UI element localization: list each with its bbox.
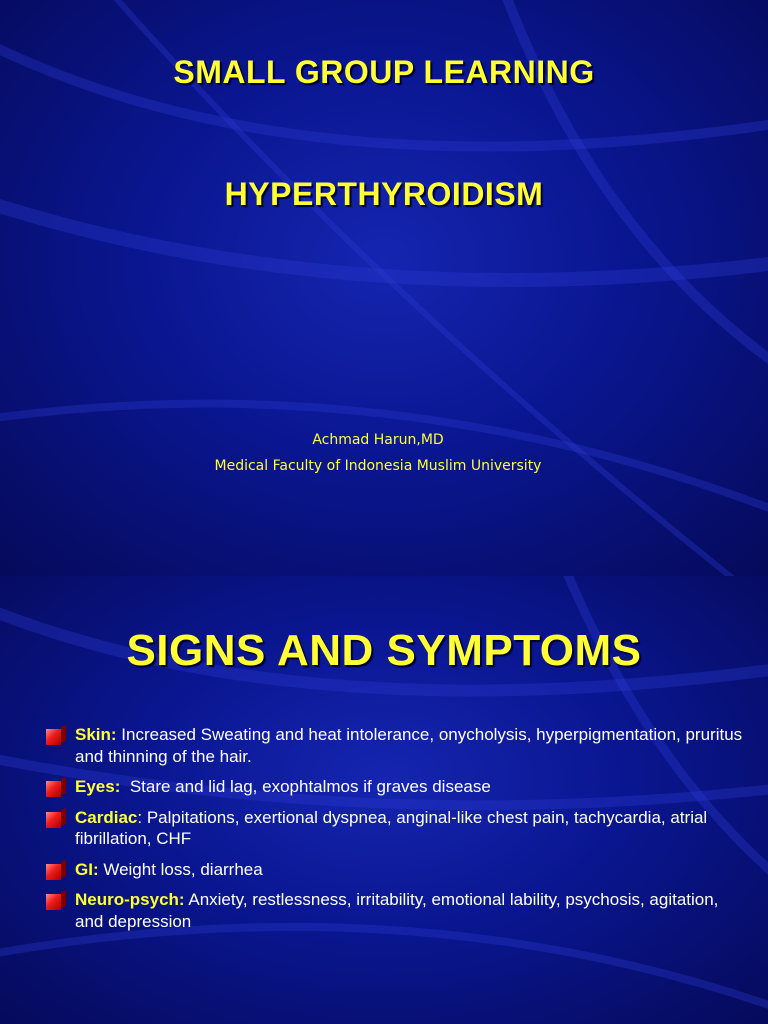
- red-square-bullet-icon: [46, 727, 66, 747]
- red-square-bullet-icon: [46, 810, 66, 830]
- item-label: GI:: [75, 859, 99, 879]
- list-item: [46, 859, 746, 881]
- list-item: [46, 776, 746, 798]
- item-text: Stare and lid lag, exophtalmos if graves disease: [120, 777, 491, 796]
- symptom-list: [46, 724, 746, 941]
- item-label: Cardiac: [75, 807, 138, 827]
- presentation-subtitle: HYPERTHYROIDISM: [224, 176, 544, 212]
- author-name: Achmad Harun,MD: [312, 432, 444, 448]
- item-label: Neuro-psych:: [75, 890, 185, 909]
- item-label: Skin:: [75, 725, 117, 744]
- author-affiliation: Medical Faculty of Indonesia Muslim University: [214, 458, 542, 474]
- item-label: Eyes:: [75, 777, 121, 796]
- list-item: [46, 889, 746, 932]
- red-square-bullet-icon: [46, 779, 66, 799]
- slide-title: SIGNS AND SYMPTOMS: [126, 626, 642, 675]
- item-text: Anxiety, restlessness, irritability, emotional lability, psychosis, agitation, and depression: [75, 890, 719, 931]
- presentation-title: SMALL GROUP LEARNING: [173, 54, 595, 90]
- item-text: : Palpitations, exertional dyspnea, anginal-like chest pain, tachycardia, atrial fibrillation, CHF: [75, 807, 708, 848]
- red-square-bullet-icon: [46, 892, 66, 912]
- list-item: [46, 807, 746, 850]
- item-text: Weight loss, diarrhea: [98, 859, 263, 879]
- signs-symptoms-slide: [0, 576, 768, 1024]
- item-text: Increased Sweating and heat intolerance, onycholysis, hyperpigmentation, pruritus and thinning of the hair.: [75, 725, 743, 766]
- red-square-bullet-icon: [46, 862, 66, 882]
- list-item: [46, 724, 746, 767]
